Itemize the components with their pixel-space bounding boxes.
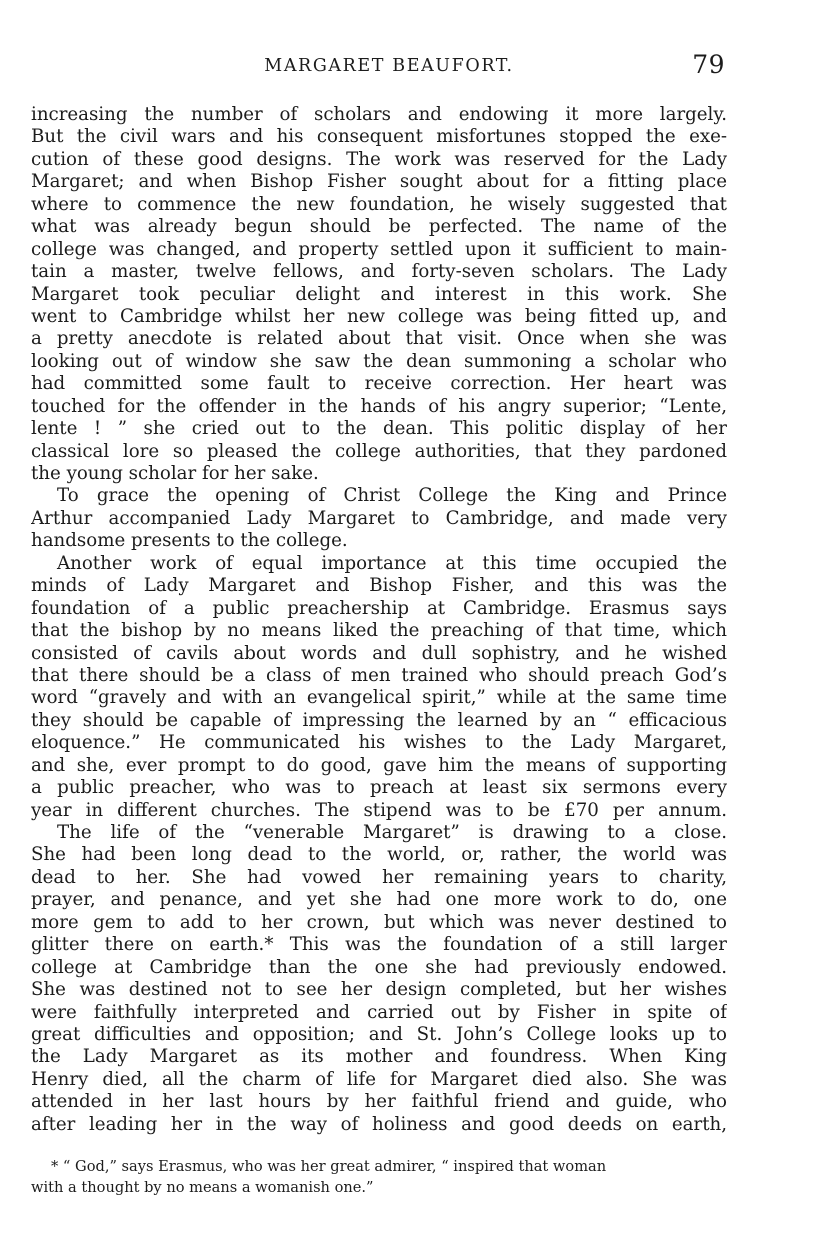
paragraph-end-line: the young scholar for her sake. [31,463,319,484]
text-line: Henry died, all the charm of life for Margaret died also. She was [31,1068,727,1090]
text-line: minds of Lady Margaret and Bishop Fisher, and this was the [31,575,727,597]
footnote-line: with a thought by no means a womanish one.” [31,1179,374,1196]
text-line: cution of these good designs. The work was reserved for the Lady [31,148,727,170]
text-line: touched for the offender in the hands of his angry superior; “Lente, [31,395,727,417]
text-line: consisted of cavils about words and dull sophistry, and he wished [31,642,727,664]
text-line: college at Cambridge than the one she had previously endowed. [31,956,727,978]
text-line: the Lady Margaret as its mother and foundress. When King [31,1046,727,1068]
text-line: that the bishop by no means liked the preaching of that time, which [31,620,727,642]
text-line: She had been long dead to the world, or, rather, the world was [31,844,727,866]
text-line: Margaret took peculiar delight and interest in this work. She [31,283,727,305]
text-line: But the civil wars and his consequent misfortunes stopped the exe- [31,126,727,148]
text-line: Arthur accompanied Lady Margaret to Cambridge, and made very [31,507,727,529]
text-line: after leading her in the way of holiness and good deeds on earth, [31,1113,727,1135]
paragraph-end-line: handsome presents to the college. [31,530,348,552]
text-line: prayer, and penance, and yet she had one more work to do, one [31,889,727,911]
footnote [31,1156,727,1198]
running-title: MARGARET BEAUFORT. [264,56,514,76]
text-line: looking out of window she saw the dean summoning a scholar who [31,350,727,372]
text-line: and she, ever prompt to do good, gave him the means of supporting [31,754,727,776]
text-line: She was destined not to see her design completed, but her wishes [31,979,727,1001]
paragraph-start-line: Another work of equal importance at this time occupied the [57,552,727,574]
paragraph-start-line: To grace the opening of Christ College the King and Prince [57,485,727,507]
text-line: lente ! ” she cried out to the dean. This politic display of her [31,418,727,440]
text-line: were faithfully interpreted and carried out by Fisher in spite of [31,1001,727,1023]
footnote-line: * “ God,” says Erasmus, who was her great admirer, “ inspired that woman [51,1158,607,1175]
text-line: Margaret; and when Bishop Fisher sought about for a fitting place [31,171,727,193]
text-line: glitter there on earth.* This was the foundation of a still larger [31,934,727,956]
running-head [31,0,727,108]
text-line: eloquence.” He communicated his wishes to the Lady Margaret, [31,732,727,754]
text-line: they should be capable of impressing the learned by an “ efficacious [31,709,727,731]
text-line: more gem to add to her crown, but which was never destined to [31,911,727,933]
text-line: what was already begun should be perfected. The name of the [31,216,727,238]
text-line: great difficulties and opposition; and St. John’s College looks up to [31,1023,727,1045]
text-line: that there should be a class of men trained who should preach God’s [31,664,727,686]
text-line: dead to her. She had vowed her remaining years to charity, [31,866,727,888]
text-line: went to Cambridge whilst her new college was being fitted up, and [31,305,727,327]
body-text [31,104,727,1136]
text-line: had committed some fault to receive correction. Her heart was [31,373,727,395]
page-number: 79 [692,50,725,79]
text-line: word “gravely and with an evangelical spirit,” while at the same time [31,687,727,709]
text-line: a public preacher, who was to preach at least six sermons every [31,777,727,799]
paragraph-end-line: year in different churches. The stipend was to be £70 per annum. [31,799,727,821]
text-line: attended in her last hours by her faithful friend and guide, who [31,1091,727,1113]
text-line: a pretty anecdote is related about that visit. Once when she was [31,328,727,350]
text-line: tain a master, twelve fellows, and forty-seven scholars. The Lady [31,261,727,283]
text-line: foundation of a public preachership at Cambridge. Erasmus says [31,597,727,619]
book-page [31,0,727,1241]
text-line: classical lore so pleased the college authorities, that they pardoned [31,440,727,462]
paragraph-start-line: The life of the “venerable Margaret” is drawing to a close. [57,822,727,843]
text-line: increasing the number of scholars and endowing it more largely. [31,104,727,125]
text-line: where to commence the new foundation, he wisely suggested that [31,193,727,215]
text-line: college was changed, and property settled upon it sufficient to main- [31,238,727,260]
